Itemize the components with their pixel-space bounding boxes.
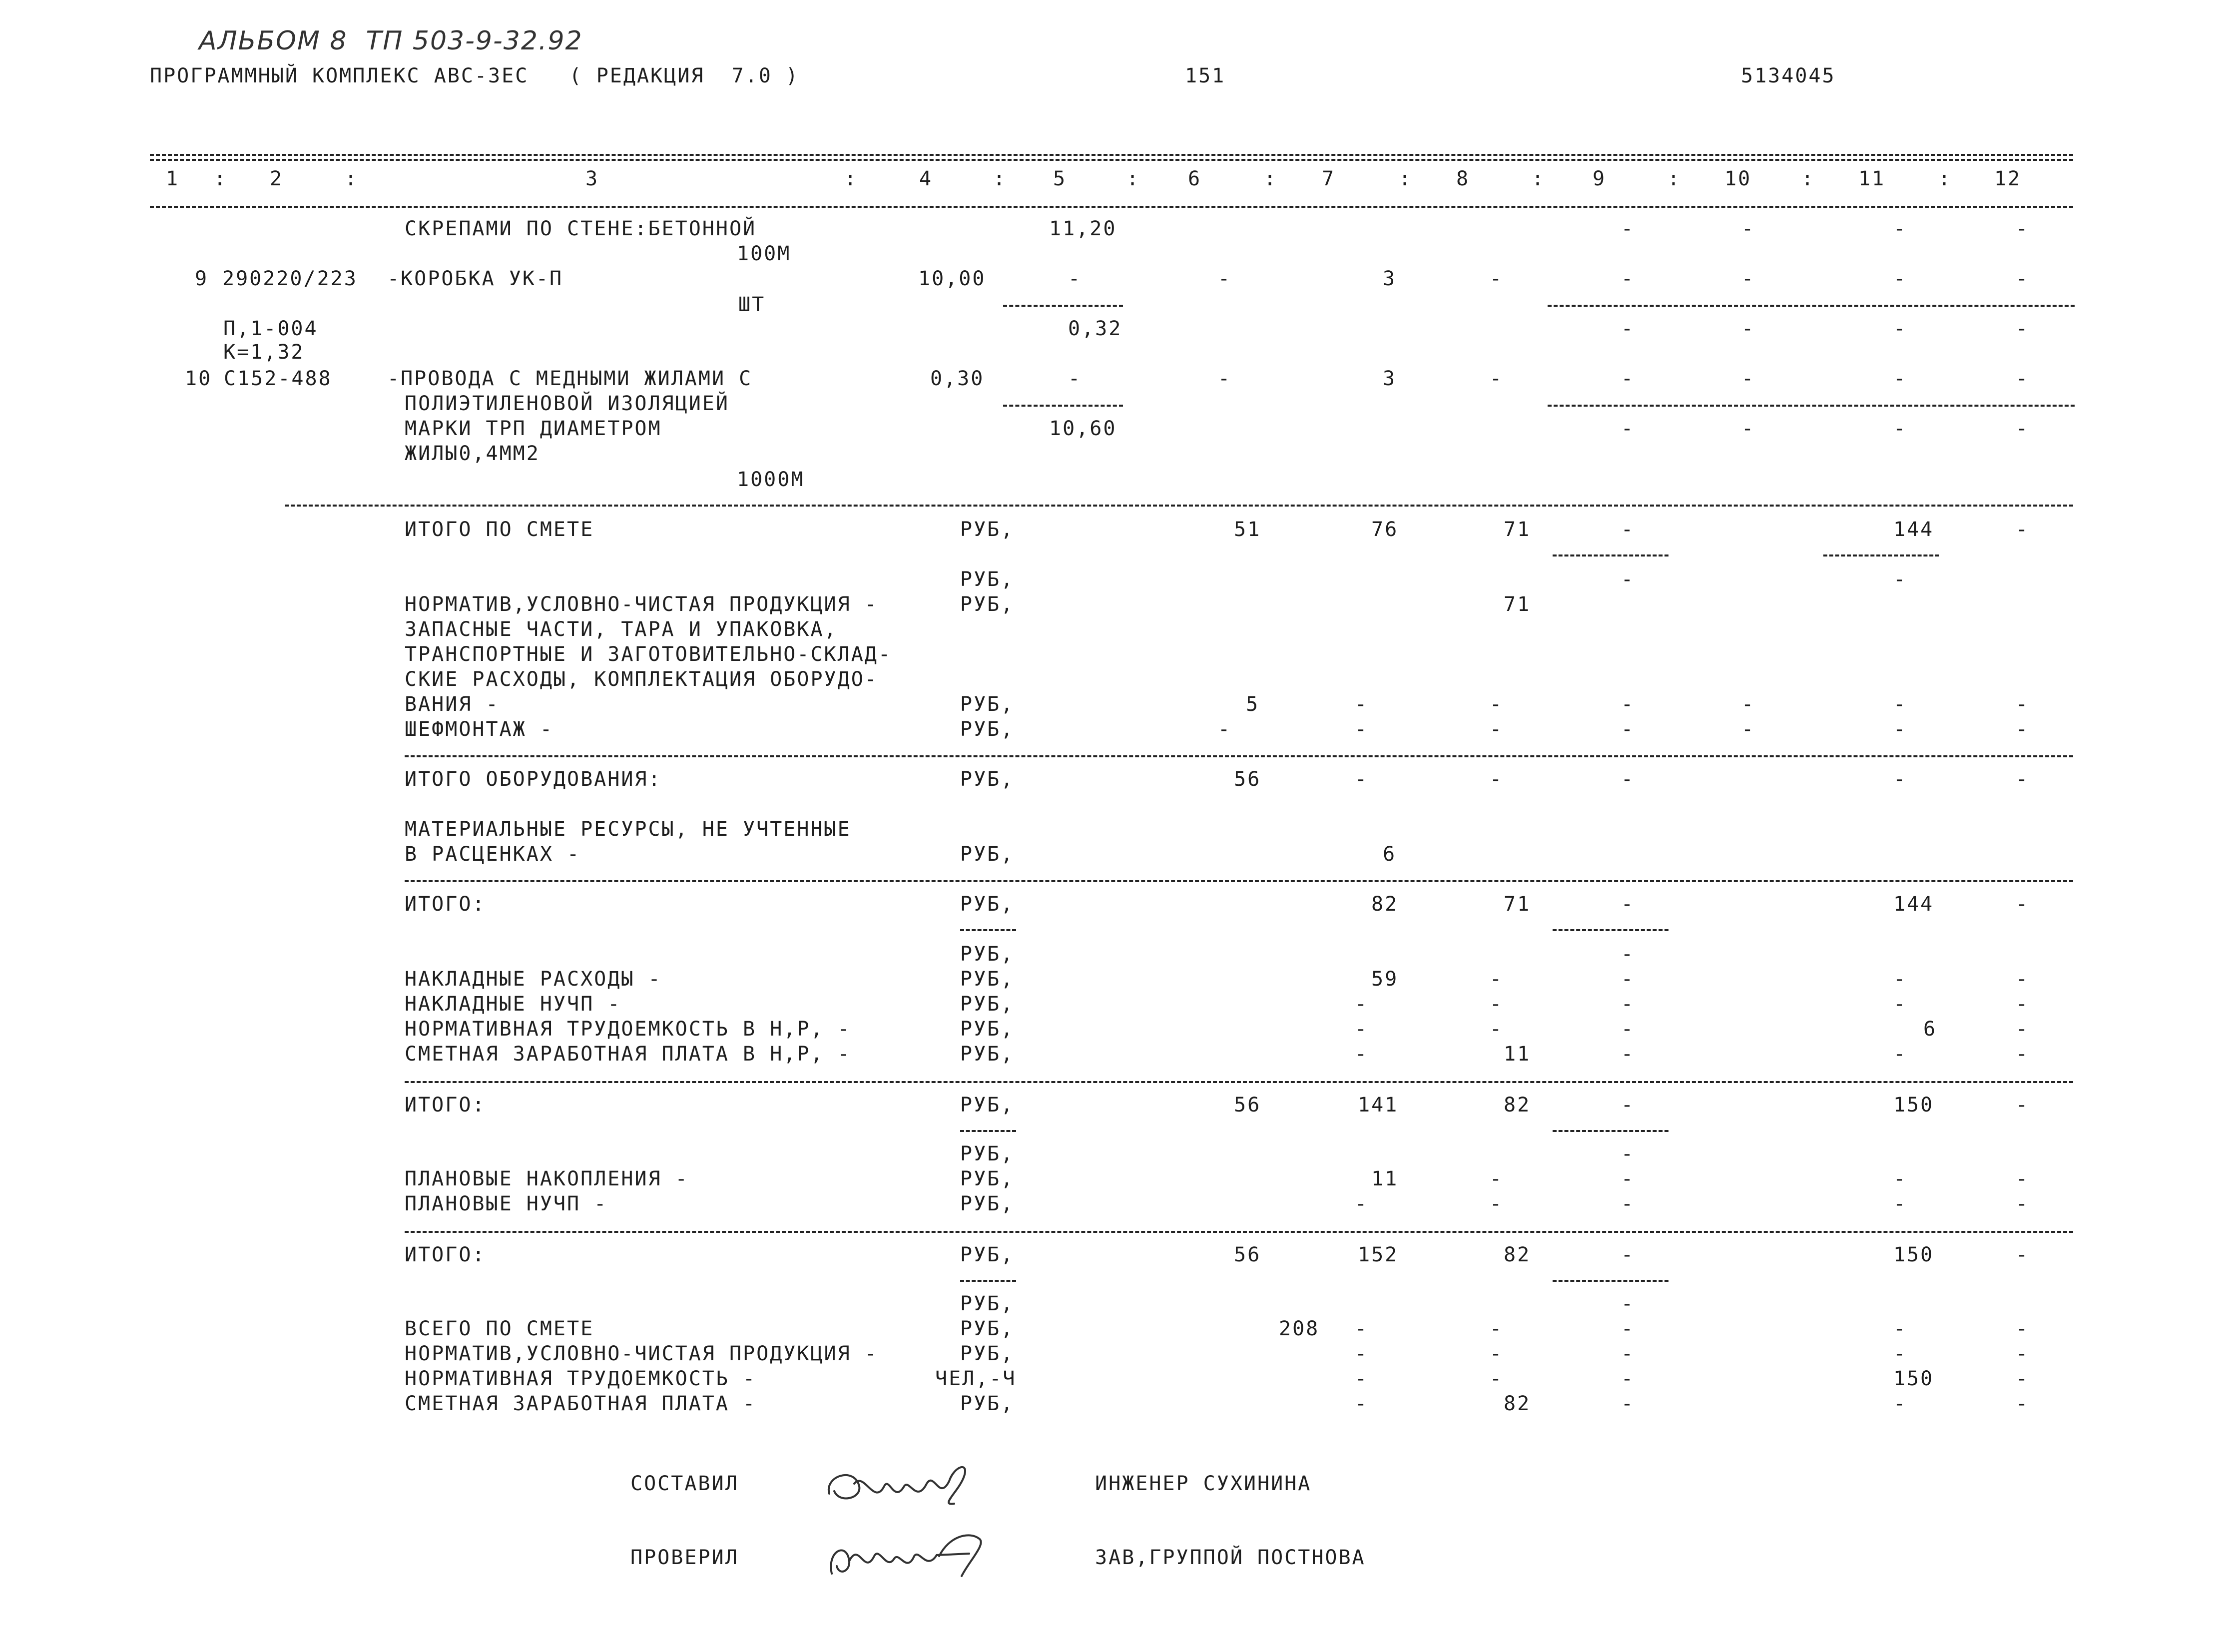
cell-c7: 141 [1358,1094,1399,1116]
cell-c11: - [1893,993,1907,1016]
cell-c10: - [1741,267,1755,290]
cell-c7: 59 [1371,968,1399,991]
cell-c11: - [1893,1167,1907,1190]
cell-c7: - [1355,768,1369,791]
row-unit: РУБ, [960,1167,1015,1190]
cell-c12: - [2016,267,2030,290]
row-text: ИТОГО: [405,893,486,916]
cell-c12: - [2016,893,2030,916]
row-unit: РУБ, [960,843,1015,866]
cell-c8: - [1490,1167,1504,1190]
page-number: 151 [1185,64,1226,87]
row-text: -ПРОВОДА С МЕДНЫМИ ЖИЛАМИ С [387,367,753,390]
cell-c11: 144 [1893,893,1934,916]
cell-c9: - [1621,1367,1635,1390]
row-unit: РУБ, [960,768,1015,791]
cell-c9: - [1621,317,1635,340]
cell-c11: - [1893,1043,1907,1066]
row-unit: РУБ, [960,1192,1015,1215]
signature-image [819,1526,1009,1586]
cell-c9: - [1621,1317,1635,1340]
cell-c10: - [1741,217,1755,240]
row-text: ЖИЛЫ0,4ММ2 [405,442,540,465]
cell-c6: 56 [1234,768,1261,791]
cell-c7: - [1355,993,1369,1016]
cell-c10: - [1741,367,1755,390]
cell-c9: - [1621,768,1635,791]
cell-c7: - [1355,1317,1369,1340]
cell-c9: - [1621,518,1635,541]
row-unit: РУБ, [960,1094,1015,1116]
cell-c10: - [1741,417,1755,440]
cell-c8: - [1490,267,1504,290]
cell-rule [1003,405,1123,407]
cell-c9: - [1621,693,1635,716]
row-unit: РУБ, [960,1392,1015,1415]
cell-c4: 0,30 [930,367,985,390]
cell-c12: - [2016,367,2030,390]
cell-c9: - [1621,968,1635,991]
row-num: 9 [195,267,209,290]
row-text: МАТЕРИАЛЬНЫЕ РЕСУРСЫ, НЕ УЧТЕННЫЕ [405,818,851,841]
cell-c7: - [1355,1192,1369,1215]
cell-c7: - [1355,693,1369,716]
cell-c8: - [1490,367,1504,390]
cell-c5-bottom: 0,32 [1068,317,1122,340]
row-unit: РУБ, [960,1018,1015,1041]
row-text: ВСЕГО ПО СМЕТЕ [405,1317,594,1340]
cell-rule [1548,305,2075,307]
cell-rule [1548,405,2075,407]
cell-c11: - [1893,1192,1907,1215]
cell-c8: - [1490,968,1504,991]
cell-c11: - [1893,1392,1907,1415]
col-4: 4 [919,167,933,190]
row-text: СКРЕПАМИ ПО СТЕНЕ:БЕТОННОЙ [405,217,757,240]
cell-c8: - [1490,1367,1504,1390]
cell-rule [1553,929,1668,931]
row-text: ТРАНСПОРТНЫЕ И ЗАГОТОВИТЕЛЬНО-СКЛАД- [405,643,892,666]
cell-c6: 56 [1234,1094,1261,1116]
cell-rule [1003,305,1123,307]
cell-c7: 82 [1371,893,1399,916]
col-10: 10 [1724,167,1752,190]
header-bottom-rule [150,206,2073,208]
cell-c6: 51 [1234,518,1261,541]
cell-c11: - [1893,217,1907,240]
cell-c7: 6 [1383,843,1397,866]
col-6: 6 [1188,167,1202,190]
row-text: -КОРОБКА УК-П [387,267,563,290]
row-text: СМЕТНАЯ ЗАРАБОТНАЯ ПЛАТА В Н,Р, - [405,1043,851,1066]
col-sep: : [214,167,228,190]
col-8: 8 [1456,167,1470,190]
cell-c9: - [1621,993,1635,1016]
program-title: ПРОГРАММНЫЙ КОМПЛЕКС АВС-3ЕС ( РЕДАКЦИЯ 7.0 ) [150,64,799,87]
row-unit: 100М [737,242,791,265]
cell-c8: 71 [1504,518,1531,541]
cell-c5: - [1068,367,1082,390]
cell-c12: - [2016,1243,2030,1266]
cell-c11: - [1893,367,1907,390]
row-text: ВАНИЯ - [405,693,500,716]
cell-c8: - [1490,718,1504,741]
checked-by-label: ПРОВЕРИЛ [630,1546,739,1569]
cell-c8: - [1490,993,1504,1016]
cell-c9: - [1621,1243,1635,1266]
col-3: 3 [585,167,599,190]
row-unit: РУБ, [960,568,1015,591]
checked-by-name: ЗАВ,ГРУППОЙ ПОСТНОВА [1095,1546,1366,1569]
cell-c7: - [1355,718,1369,741]
cell-c10: - [1741,718,1755,741]
row-text: НОРМАТИВНАЯ ТРУДОЕМКОСТЬ - [405,1367,757,1390]
cell-c7: - [1355,1392,1369,1415]
row-text: В РАСЦЕНКАХ - [405,843,581,866]
cell-c10: - [1741,317,1755,340]
cell-c8: - [1490,1192,1504,1215]
cell-c12: - [2016,1043,2030,1066]
cell-rule [1553,554,1668,556]
cell-c8: 82 [1504,1094,1531,1116]
row-unit: РУБ, [960,943,1015,966]
cell-c9: - [1621,718,1635,741]
cell-c11: 150 [1893,1243,1934,1266]
row-unit: РУБ, [960,893,1015,916]
col-7: 7 [1322,167,1336,190]
cell-c12: - [2016,1094,2030,1116]
cell-c9: - [1621,217,1635,240]
row-unit: РУБ, [960,1142,1015,1165]
cell-c5: - [1068,267,1082,290]
cell-c12: - [2016,217,2030,240]
cell-c12: - [2016,317,2030,340]
cell-c7: 11 [1371,1167,1399,1190]
cell-c8: - [1490,1317,1504,1340]
row-text: ПЛАНОВЫЕ НУЧП - [405,1192,608,1215]
col-11: 11 [1858,167,1886,190]
row-code: К=1,32 [223,341,305,364]
header-top-rule-2 [150,159,2073,161]
row-unit: ЧЕЛ,-Ч [935,1367,1017,1390]
cell-c12: - [2016,1392,2030,1415]
section-rule [405,880,2073,882]
row-text: ИТОГО ОБОРУДОВАНИЯ: [405,768,662,791]
cell-c9: - [1621,1342,1635,1365]
cell-c9: - [1621,1142,1635,1165]
signature-image [819,1456,999,1516]
row-unit: РУБ, [960,968,1015,991]
cell-c12: - [2016,1192,2030,1215]
row-text: ЗАПАСНЫЕ ЧАСТИ, ТАРА И УПАКОВКА, [405,618,838,641]
header-top-rule [150,154,2073,156]
cell-c11: 150 [1893,1367,1934,1390]
col-sep: : [1532,167,1546,190]
row-unit: РУБ, [960,593,1015,616]
row-text: ИТОГО: [405,1243,486,1266]
col-sep: : [345,167,359,190]
row-text: ШЕФМОНТАЖ - [405,718,553,741]
cell-c12: - [2016,1317,2030,1340]
col-sep: : [1399,167,1413,190]
cell-c9: - [1621,267,1635,290]
col-sep: : [993,167,1007,190]
section-rule [405,755,2073,757]
cell-c11: - [1893,267,1907,290]
row-num: 10 [185,367,212,390]
col-sep: : [1264,167,1278,190]
row-unit: РУБ, [960,693,1015,716]
row-unit: РУБ, [960,1043,1015,1066]
row-code: 290220/223 [222,267,358,290]
cell-c11: - [1893,417,1907,440]
cell-c11: - [1893,1317,1907,1340]
row-unit: РУБ, [960,993,1015,1016]
col-9: 9 [1593,167,1607,190]
cell-c9: - [1621,893,1635,916]
cell-c8: - [1490,693,1504,716]
cell-c12: - [2016,1018,2030,1041]
col-sep: : [1667,167,1681,190]
cell-c7: - [1355,1367,1369,1390]
row-text: ПЛАНОВЫЕ НАКОПЛЕНИЯ - [405,1167,689,1190]
cell-c9: - [1621,1192,1635,1215]
cell-rule [1553,1280,1668,1282]
cell-c8: 11 [1504,1043,1531,1066]
cell-c6: - [1218,267,1232,290]
row-code: П,1-004 [223,317,318,340]
cell-c12: - [2016,1342,2030,1365]
cell-c9: - [1621,367,1635,390]
cell-c6: 5 [1246,693,1260,716]
cell-c6: - [1218,367,1232,390]
cell-c11: - [1893,1342,1907,1365]
col-sep: : [844,167,858,190]
cell-c9: - [1621,1043,1635,1066]
document-number: 5134045 [1741,64,1836,87]
cell-rule [960,1280,1016,1282]
cell-c11: - [1893,317,1907,340]
row-unit: РУБ, [960,1342,1015,1365]
row-unit: 1000М [737,468,805,491]
row-text: МАРКИ ТРП ДИАМЕТРОМ [405,417,662,440]
row-unit: РУБ, [960,718,1015,741]
cell-rule [960,929,1016,931]
cell-c11: - [1893,768,1907,791]
row-code: С152-488 [224,367,332,390]
row-text: НОРМАТИВ,УСЛОВНО-ЧИСТАЯ ПРОДУКЦИЯ - [405,593,878,616]
cell-c7: - [1355,1043,1369,1066]
cell-c11: 144 [1893,518,1934,541]
cell-c11: - [1893,693,1907,716]
cell-c9: - [1621,1018,1635,1041]
cell-c5: 11,20 [1049,217,1117,240]
cell-rule [1823,554,1939,556]
album-handwritten: АЛЬБОМ 8 ТП 503-9-32.92 [199,26,583,56]
cell-c12: - [2016,718,2030,741]
row-text: СКИЕ РАСХОДЫ, КОМПЛЕКТАЦИЯ ОБОРУДО- [405,668,878,691]
row-unit: РУБ, [960,1243,1015,1266]
cell-c9: - [1621,1392,1635,1415]
cell-c11: - [1893,568,1907,591]
cell-c4: 10,00 [918,267,986,290]
cell-c12: - [2016,993,2030,1016]
row-unit: ШТ [738,293,766,316]
cell-c12: - [2016,417,2030,440]
cell-c11: 6 [1923,1018,1937,1041]
row-text: НАКЛАДНЫЕ РАСХОДЫ - [405,968,662,991]
cell-c11: - [1893,968,1907,991]
cell-c7: 76 [1371,518,1399,541]
cell-c8: 71 [1504,593,1531,616]
cell-c9: - [1621,417,1635,440]
cell-c12: - [2016,1167,2030,1190]
row-unit: РУБ, [960,1292,1015,1315]
row-text: НАКЛАДНЫЕ НУЧП - [405,993,621,1016]
col-1: 1 [166,167,180,190]
cell-c7: 3 [1383,267,1397,290]
cell-c8: 82 [1504,1392,1531,1415]
cell-c8: 82 [1504,1243,1531,1266]
cell-c9: - [1621,943,1635,966]
cell-c8: - [1490,768,1504,791]
cell-c9: - [1621,1167,1635,1190]
cell-c9: - [1621,1292,1635,1315]
col-5: 5 [1053,167,1067,190]
cell-c9: - [1621,1094,1635,1116]
cell-c7: - [1355,1018,1369,1041]
col-sep: : [1938,167,1952,190]
cell-c12: - [2016,693,2030,716]
cell-c12: - [2016,518,2030,541]
cell-c7: 3 [1383,367,1397,390]
cell-c10: - [1741,693,1755,716]
col-sep: : [1801,167,1815,190]
cell-c11: - [1893,718,1907,741]
cell-c7: - [1355,1342,1369,1365]
section-rule [405,1231,2073,1233]
row-text: ПОЛИЭТИЛЕНОВОЙ ИЗОЛЯЦИЕЙ [405,392,729,415]
cell-rule [960,1130,1016,1132]
col-12: 12 [1994,167,2022,190]
row-unit: РУБ, [960,1317,1015,1340]
cell-c6: 56 [1234,1243,1261,1266]
cell-c9: - [1621,568,1635,591]
cell-c5-bottom: 10,60 [1049,417,1117,440]
cell-rule [1553,1130,1668,1132]
cell-c11: 150 [1893,1094,1934,1116]
cell-c12: - [2016,968,2030,991]
col-2: 2 [270,167,284,190]
cell-c8: - [1490,1018,1504,1041]
cell-c7: 152 [1358,1243,1399,1266]
compiled-by-label: СОСТАВИЛ [630,1472,739,1495]
row-text: СМЕТНАЯ ЗАРАБОТНАЯ ПЛАТА - [405,1392,757,1415]
row-unit: РУБ, [960,518,1015,541]
row-text: ИТОГО: [405,1094,486,1116]
cell-c6: - [1218,718,1232,741]
section-rule [285,505,2073,507]
cell-c12: - [2016,1367,2030,1390]
cell-c6: 208 [1279,1317,1320,1340]
cell-c12: - [2016,768,2030,791]
cell-c8: - [1490,1342,1504,1365]
row-text: НОРМАТИВ,УСЛОВНО-ЧИСТАЯ ПРОДУКЦИЯ - [405,1342,878,1365]
col-sep: : [1126,167,1140,190]
row-text: НОРМАТИВНАЯ ТРУДОЕМКОСТЬ В Н,Р, - [405,1018,851,1041]
compiled-by-name: ИНЖЕНЕР СУХИНИНА [1095,1472,1312,1495]
row-text: ИТОГО ПО СМЕТЕ [405,518,594,541]
section-rule [405,1081,2073,1083]
cell-c8: 71 [1504,893,1531,916]
